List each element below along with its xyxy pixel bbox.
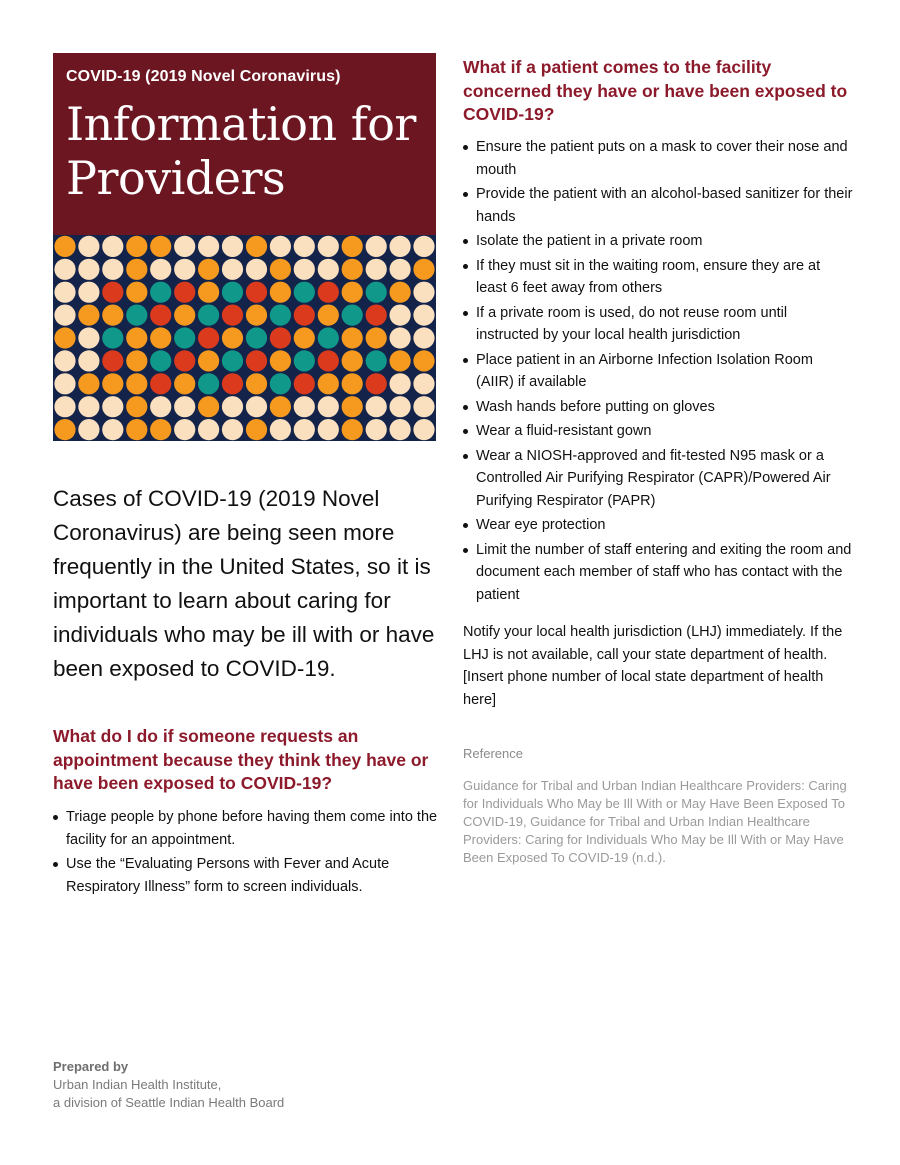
list-item: Ensure the patient puts on a mask to cover their nose and mouth	[463, 136, 853, 181]
pattern-dot	[102, 373, 123, 394]
pattern-dot	[342, 236, 363, 257]
pattern-dot	[174, 373, 195, 394]
pattern-dot	[413, 396, 434, 417]
pattern-dot	[174, 350, 195, 371]
pattern-dot	[390, 419, 411, 440]
pattern-dot	[270, 396, 291, 417]
pattern-dot	[294, 396, 315, 417]
list-item: Wash hands before putting on gloves	[463, 396, 853, 419]
pattern-dot	[198, 305, 219, 326]
pattern-dot	[413, 327, 434, 348]
pattern-dot	[198, 350, 219, 371]
appointment-list	[53, 806, 443, 900]
pattern-dot	[198, 282, 219, 303]
list-item: Wear eye protection	[463, 514, 853, 537]
pattern-dot	[150, 282, 171, 303]
pattern-dot	[54, 305, 75, 326]
pattern-dot	[126, 236, 147, 257]
pattern-dot	[318, 350, 339, 371]
list-item: Wear a NIOSH-approved and fit-tested N95 mask or a Controlled Air Purifying Respirator (CAPR)/Powered Air Purifying Respirator (PAPR)	[463, 445, 853, 513]
pattern-dot	[150, 236, 171, 257]
list-item: Place patient in an Airborne Infection Isolation Room (AIIR) if available	[463, 349, 853, 394]
pattern-dot	[294, 259, 315, 280]
pattern-dot	[294, 236, 315, 257]
pattern-dot	[246, 373, 267, 394]
pattern-dot	[222, 327, 243, 348]
pattern-dot	[342, 259, 363, 280]
pattern-dot	[222, 259, 243, 280]
pattern-dot	[342, 419, 363, 440]
pattern-dot	[366, 327, 387, 348]
list-item: Use the “Evaluating Persons with Fever and Acute Respiratory Illness” form to screen individuals.	[53, 853, 443, 898]
pattern-dot	[126, 327, 147, 348]
pattern-dot	[54, 259, 75, 280]
pattern-dot	[390, 282, 411, 303]
pattern-dot	[54, 373, 75, 394]
pattern-dot	[390, 350, 411, 371]
list-item: Isolate the patient in a private room	[463, 230, 853, 253]
pattern-dot	[174, 327, 195, 348]
pattern-dot	[413, 373, 434, 394]
pattern-dot	[366, 373, 387, 394]
pattern-dot	[102, 305, 123, 326]
pattern-dot	[174, 282, 195, 303]
pattern-dot	[270, 259, 291, 280]
pattern-dot	[150, 350, 171, 371]
pattern-dot	[198, 327, 219, 348]
intro-paragraph: Cases of COVID-19 (2019 Novel Coronavirus) are being seen more frequently in the United States, so it is important to learn about caring for individuals who may be ill with or have been exposed to COVID-19.	[53, 486, 435, 681]
pattern-dot	[222, 350, 243, 371]
pattern-dot	[174, 236, 195, 257]
pattern-dot	[390, 373, 411, 394]
pattern-dot	[126, 396, 147, 417]
pattern-dot	[342, 305, 363, 326]
decorative-dot-pattern	[53, 235, 436, 441]
pattern-dot	[246, 236, 267, 257]
pattern-dot	[222, 373, 243, 394]
pattern-dot	[413, 419, 434, 440]
pattern-dot	[318, 396, 339, 417]
pattern-dot	[318, 236, 339, 257]
list-item: Limit the number of staff entering and exiting the room and document each member of staff who has contact with the patient	[463, 539, 853, 607]
pattern-dot	[78, 396, 99, 417]
pattern-dot	[342, 327, 363, 348]
list-item: Triage people by phone before having them come into the facility for an appointment.	[53, 806, 443, 851]
list-item: If a private room is used, do not reuse room until instructed by your local health jurisdiction	[463, 302, 853, 347]
facility-heading: What if a patient comes to the facility concerned they have or have been exposed to COVID-19?	[463, 57, 848, 124]
pattern-dot	[246, 282, 267, 303]
pattern-dot	[270, 419, 291, 440]
pattern-dot	[198, 259, 219, 280]
pattern-dot	[222, 282, 243, 303]
pattern-dot	[102, 419, 123, 440]
dot-pattern-graphic	[53, 235, 436, 441]
pattern-dot	[294, 419, 315, 440]
pattern-dot	[126, 350, 147, 371]
title-banner	[53, 53, 436, 235]
pattern-dot	[126, 282, 147, 303]
pattern-dot	[246, 327, 267, 348]
pattern-dot	[294, 282, 315, 303]
pattern-dot	[270, 373, 291, 394]
pattern-dot	[366, 282, 387, 303]
pattern-dot	[342, 282, 363, 303]
reference-label: Reference	[463, 746, 523, 761]
pattern-dot	[78, 373, 99, 394]
pattern-dot	[270, 350, 291, 371]
pattern-dot	[294, 327, 315, 348]
pattern-dot	[294, 350, 315, 371]
pattern-dot	[54, 350, 75, 371]
pattern-dot	[150, 396, 171, 417]
pattern-dot	[318, 373, 339, 394]
pattern-dot	[54, 282, 75, 303]
pattern-dot	[126, 305, 147, 326]
prepared-by-label: Prepared by	[53, 1059, 129, 1074]
pattern-dot	[150, 305, 171, 326]
pattern-dot	[102, 327, 123, 348]
pattern-dot	[126, 259, 147, 280]
banner-title	[66, 97, 422, 205]
pattern-dot	[102, 236, 123, 257]
pattern-dot	[174, 259, 195, 280]
pattern-dot	[342, 396, 363, 417]
pattern-dot	[174, 305, 195, 326]
pattern-dot	[102, 350, 123, 371]
pattern-dot	[198, 373, 219, 394]
facility-list	[463, 136, 853, 608]
pattern-dot	[222, 396, 243, 417]
pattern-dot	[174, 419, 195, 440]
pattern-dot	[102, 396, 123, 417]
pattern-dot	[413, 282, 434, 303]
pattern-dot	[246, 305, 267, 326]
pattern-dot	[294, 305, 315, 326]
pattern-dot	[198, 396, 219, 417]
pattern-dot	[78, 305, 99, 326]
pattern-dot	[270, 305, 291, 326]
list-item: Provide the patient with an alcohol-based sanitizer for their hands	[463, 183, 853, 228]
pattern-dot	[78, 350, 99, 371]
pattern-dot	[270, 327, 291, 348]
pattern-dot	[78, 419, 99, 440]
pattern-dot	[294, 373, 315, 394]
prepared-by-org: Urban Indian Health Institute,	[53, 1077, 222, 1092]
pattern-dot	[150, 419, 171, 440]
list-item: Wear a fluid-resistant gown	[463, 420, 853, 443]
pattern-dot	[318, 282, 339, 303]
pattern-dot	[366, 305, 387, 326]
pattern-dot	[270, 236, 291, 257]
pattern-dot	[246, 419, 267, 440]
pattern-dot	[390, 305, 411, 326]
pattern-dot	[102, 282, 123, 303]
pattern-dot	[318, 259, 339, 280]
banner-title-line-2: Providers	[66, 151, 286, 205]
appointment-heading: What do I do if someone requests an appointment because they think they have or have been exposed to COVID-19?	[53, 726, 429, 793]
pattern-dot	[318, 305, 339, 326]
pattern-dot	[318, 327, 339, 348]
prepared-by-division: a division of Seattle Indian Health Board	[53, 1095, 285, 1110]
notify-paragraph: Notify your local health jurisdiction (LHJ) immediately. If the LHJ is not available, call your state department of health. [Insert phone number of local state department of health here]	[463, 624, 843, 708]
list-item: If they must sit in the waiting room, ensure they are at least 6 feet away from others	[463, 255, 853, 300]
pattern-dot	[366, 396, 387, 417]
pattern-dot	[413, 350, 434, 371]
pattern-dot	[390, 396, 411, 417]
pattern-dot	[342, 350, 363, 371]
reference-text: Guidance for Tribal and Urban Indian Healthcare Providers: Caring for Individuals Who May be Ill With or May Have Been Exposed To COVID-19, Guidance for Tribal and Urban Indian Healthcare Providers: Caring for Individuals Who May be Ill With or May Have Been Exposed To COVID-19 (n.d.).	[463, 778, 847, 865]
pattern-dot	[222, 305, 243, 326]
pattern-dot	[318, 419, 339, 440]
pattern-dot	[246, 396, 267, 417]
pattern-dot	[222, 236, 243, 257]
pattern-dot	[54, 327, 75, 348]
pattern-dot	[390, 327, 411, 348]
pattern-dot	[342, 373, 363, 394]
pattern-dot	[413, 259, 434, 280]
pattern-dot	[126, 373, 147, 394]
pattern-dot	[366, 236, 387, 257]
pattern-dot	[246, 350, 267, 371]
pattern-dot	[54, 236, 75, 257]
pattern-dot	[390, 236, 411, 257]
pattern-dot	[366, 259, 387, 280]
pattern-dot	[198, 236, 219, 257]
prepared-by	[53, 1058, 284, 1112]
pattern-dot	[150, 373, 171, 394]
pattern-dot	[390, 259, 411, 280]
pattern-dot	[174, 396, 195, 417]
pattern-dot	[246, 259, 267, 280]
pattern-dot	[413, 236, 434, 257]
pattern-dot	[150, 259, 171, 280]
pattern-dot	[150, 327, 171, 348]
banner-subtitle: COVID-19 (2019 Novel Coronavirus)	[66, 68, 341, 85]
pattern-dot	[102, 259, 123, 280]
pattern-dot	[54, 419, 75, 440]
pattern-dot	[413, 305, 434, 326]
pattern-dot	[54, 396, 75, 417]
pattern-dot	[270, 282, 291, 303]
pattern-dot	[126, 419, 147, 440]
pattern-dot	[366, 419, 387, 440]
pattern-dot	[78, 327, 99, 348]
pattern-dot	[78, 236, 99, 257]
pattern-dot	[78, 259, 99, 280]
pattern-dot	[222, 419, 243, 440]
pattern-dot	[78, 282, 99, 303]
pattern-dot	[366, 350, 387, 371]
banner-title-line-1: Information for	[66, 97, 416, 151]
pattern-dot	[198, 419, 219, 440]
